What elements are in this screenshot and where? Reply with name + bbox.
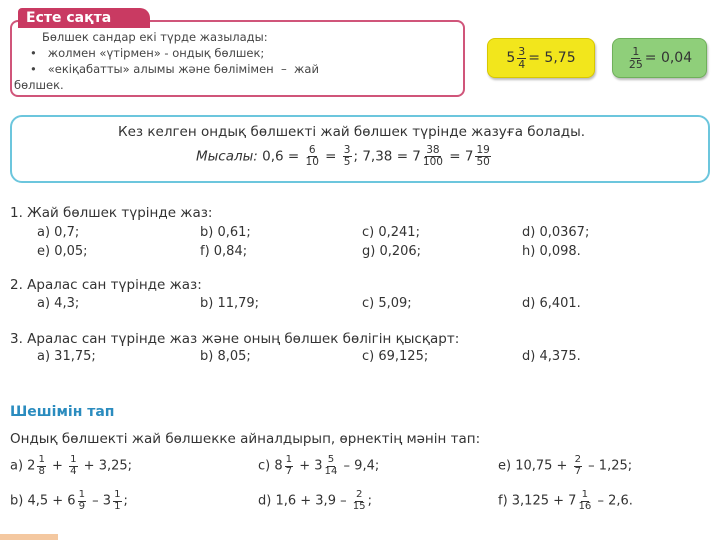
- denominator: 15: [352, 500, 366, 512]
- info-example: [196, 145, 493, 168]
- fraction: [423, 145, 443, 168]
- fraction: [306, 145, 319, 168]
- exercise-item: e) 0,05;: [37, 244, 88, 259]
- example-pill-fraction: [612, 38, 707, 78]
- denominator: 7: [285, 465, 293, 477]
- fraction: [475, 145, 490, 168]
- numerator: 5: [327, 454, 335, 465]
- math-text: Мысалы:: [196, 148, 258, 165]
- denominator: 25: [628, 57, 643, 71]
- exercise-item: c) 5,09;: [362, 296, 412, 311]
- math-text: e) 10,75 +: [498, 458, 572, 474]
- math-text: b) 4,5 + 6: [10, 493, 76, 509]
- math-text: + 3: [295, 458, 323, 474]
- math-text: ; 7,38 = 7: [353, 148, 421, 165]
- denominator: 16: [578, 500, 592, 512]
- solve-item: [258, 455, 379, 477]
- rule-line: • жолмен «үтірмен» - ондық бөлшек;: [30, 46, 265, 60]
- remember-title: Есте сақта: [18, 8, 150, 28]
- solve-item: [10, 455, 132, 477]
- math-text: f) 3,125 + 7: [498, 493, 577, 509]
- numerator: 1: [38, 454, 45, 465]
- rule-line: Бөлшек сандар екі түрде жазылады:: [42, 30, 268, 44]
- numerator: 2: [574, 454, 582, 465]
- math-text: = 0,04: [644, 50, 693, 66]
- numerator: 1: [70, 454, 77, 465]
- numerator: 1: [78, 489, 86, 500]
- math-text: c) 8: [258, 458, 283, 474]
- math-text: a) 2: [10, 458, 36, 474]
- exercise-item: f) 0,84;: [200, 244, 248, 259]
- exercise-item: a) 4,3;: [37, 296, 80, 311]
- numerator: 19: [476, 144, 490, 156]
- math-text: ;: [367, 493, 373, 509]
- math-text: = 7: [444, 148, 474, 165]
- math-text: 5: [506, 50, 516, 66]
- numerator: 3: [343, 144, 351, 156]
- fraction: [78, 490, 86, 512]
- math-text: ;: [123, 493, 128, 509]
- section-title: Шешімін тап: [10, 404, 115, 420]
- exercise-1-title: 1. Жай бөлшек түрінде жаз:: [10, 205, 213, 221]
- exercise-2-title: 2. Аралас сан түрінде жаз:: [10, 277, 202, 293]
- numerator: 1: [581, 489, 589, 500]
- fraction: [113, 490, 121, 512]
- exercise-item: c) 69,125;: [362, 349, 429, 364]
- denominator: 4: [70, 465, 77, 477]
- numerator: 1: [114, 489, 121, 500]
- math-text: = 5,75: [528, 50, 576, 66]
- fraction: [574, 455, 582, 477]
- page-corner-decoration: [0, 534, 58, 540]
- denominator: 10: [305, 156, 319, 169]
- fraction: [285, 455, 293, 477]
- fraction: [517, 46, 526, 70]
- fraction: [325, 455, 338, 477]
- exercise-item: b) 8,05;: [200, 349, 251, 364]
- denominator: 100: [422, 156, 443, 169]
- solve-item: [258, 490, 372, 512]
- exercise-item: h) 0,098.: [522, 244, 581, 259]
- fraction: [578, 490, 591, 512]
- math-text: – 2,6.: [593, 493, 633, 509]
- math-text: +: [47, 458, 68, 474]
- denominator: 50: [476, 156, 490, 169]
- exercise-item: b) 0,61;: [200, 225, 251, 240]
- exercise-item: c) 0,241;: [362, 225, 420, 240]
- denominator: 5: [343, 156, 351, 169]
- denominator: 9: [78, 500, 86, 512]
- exercise-item: d) 0,0367;: [522, 225, 590, 240]
- solve-item: [498, 490, 633, 512]
- rule-line: бөлшек.: [14, 78, 64, 92]
- numerator: 2: [355, 489, 363, 500]
- math-text: d) 1,6 + 3,9 –: [258, 493, 351, 509]
- math-text: + 3,25;: [79, 458, 133, 474]
- denominator: 1: [114, 500, 121, 512]
- denominator: 7: [574, 465, 582, 477]
- numerator: 3: [518, 45, 526, 59]
- info-line: Кез келген ондық бөлшекті жай бөлшек түрінде жазуға болады.: [118, 124, 586, 140]
- numerator: 38: [426, 144, 440, 156]
- math-text: – 1,25;: [584, 458, 633, 474]
- denominator: 14: [324, 465, 338, 477]
- numerator: 6: [308, 144, 316, 156]
- fraction: [629, 46, 643, 70]
- fraction: [37, 455, 45, 477]
- math-text: 0,6 =: [257, 148, 304, 165]
- numerator: 1: [285, 454, 293, 465]
- math-text: – 3: [88, 493, 112, 509]
- exercise-item: d) 6,401.: [522, 296, 581, 311]
- solve-item: [498, 455, 632, 477]
- exercise-3-title: 3. Аралас сан түрінде жаз және оның бөлшек бөлігін қысқарт:: [10, 331, 460, 347]
- fraction: [69, 455, 77, 477]
- example-pill-mixed: [487, 38, 595, 78]
- exercise-item: a) 0,7;: [37, 225, 80, 240]
- solve-item: [10, 490, 128, 512]
- math-text: =: [320, 148, 341, 165]
- numerator: 1: [632, 45, 640, 59]
- math-text: – 9,4;: [339, 458, 380, 474]
- solve-intro: Ондық бөлшекті жай бөлшекке айналдырып, өрнектің мәнін тап:: [10, 431, 481, 447]
- exercise-item: g) 0,206;: [362, 244, 422, 259]
- denominator: 8: [38, 465, 45, 477]
- exercise-item: d) 4,375.: [522, 349, 581, 364]
- exercise-item: b) 11,79;: [200, 296, 260, 311]
- exercise-item: a) 31,75;: [37, 349, 96, 364]
- rule-line: • «екіқабатты» алымы және бөлімімен – жай: [30, 62, 319, 76]
- denominator: 4: [518, 57, 526, 71]
- fraction: [343, 145, 352, 168]
- fraction: [353, 490, 366, 512]
